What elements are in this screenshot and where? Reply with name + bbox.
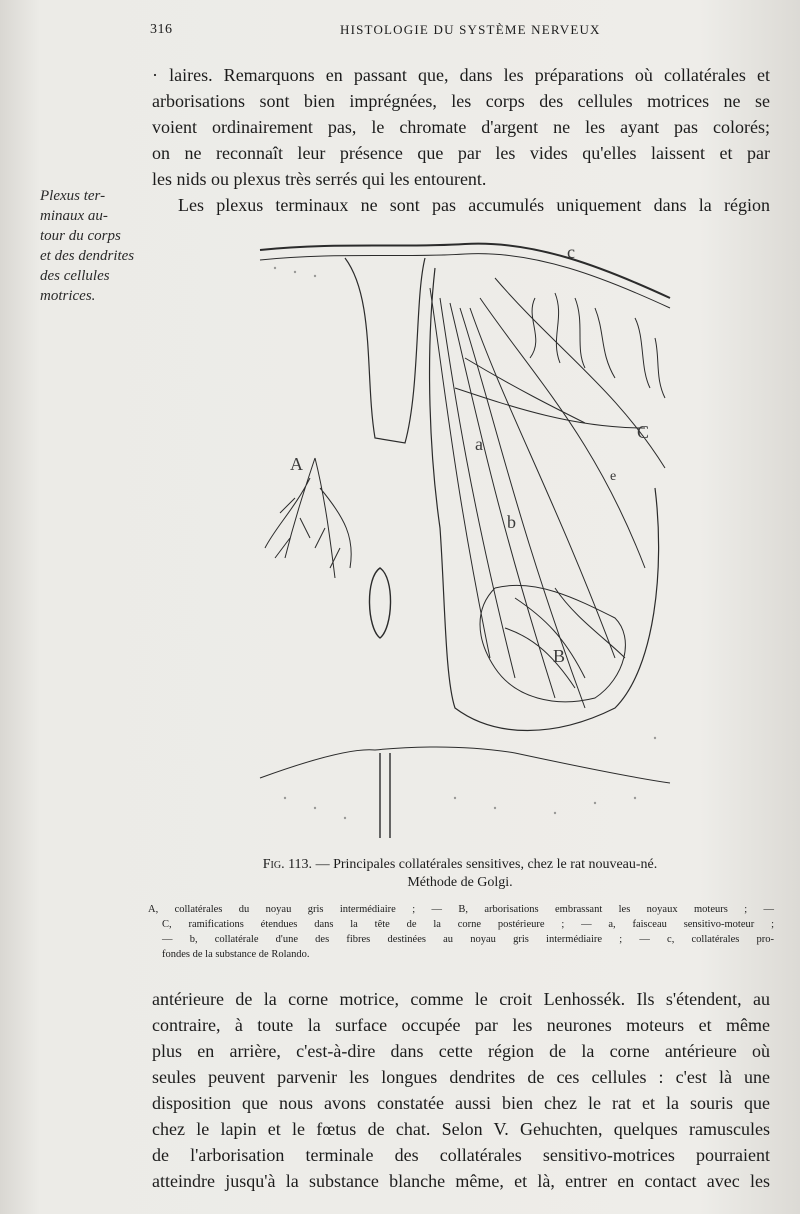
text-line: chez le lapin et le fœtus de chat. Selon V. Gehuchten, quelques ramuscules — [152, 1119, 770, 1139]
margin-note-line: des cellules — [40, 268, 110, 284]
figure-label-a: a — [475, 434, 483, 454]
legend-line: — b, collatérale d'une des fibres destinées au noyau gris intermédiaire ; — c, collatérales pro- — [162, 934, 774, 945]
legend-line: fondes de la substance de Rolando. — [162, 949, 310, 960]
figure-label-B: B — [553, 646, 566, 666]
running-head — [0, 18, 800, 42]
caption-text: — Principales collatérales sensitives, chez le rat nouveau-né. — [312, 857, 658, 872]
text-line: antérieure de la corne motrice, comme le croit Lenhossék. Ils s'étendent, au — [152, 989, 770, 1009]
margin-note-line: motrices. — [40, 288, 96, 304]
figure-number: Fig. 113. — [262, 857, 313, 872]
figure-illustration — [255, 238, 675, 848]
text-line: on ne reconnaît leur présence que par les vides qu'elles laissent et par — [152, 143, 770, 163]
page-number: 316 — [150, 22, 173, 37]
text-line: arborisations sont bien imprégnées, les corps des cellules motrices ne se — [152, 91, 770, 111]
body-text-top — [152, 62, 770, 218]
figure-label-e: e — [610, 469, 617, 484]
margin-note-line: minaux au- — [40, 208, 108, 224]
body-text-bottom — [152, 986, 770, 1194]
figure-caption — [150, 856, 770, 892]
text-line: voient ordinairement pas, le chromate d'argent ne les ayant pas colorés; — [152, 117, 770, 137]
figure-label-c: c — [567, 242, 575, 262]
margin-note-line: et des dendrites — [40, 248, 135, 264]
running-title: HISTOLOGIE DU SYSTÈME NERVEUX — [340, 22, 601, 37]
figure-legend — [148, 902, 774, 962]
text-line: · laires. Remarquons en passant que, dans les préparations où collatérales et — [152, 65, 770, 85]
figure-label-A: A — [290, 454, 303, 474]
text-line: plus en arrière, c'est-à-dire dans cette région de la corne antérieure où — [152, 1041, 770, 1061]
text-line: de l'arborisation terminale des collatérales sensitivo-motrices pourraient — [152, 1145, 770, 1165]
text-line: contraire, à toute la surface occupée par les neurones moteurs et même — [152, 1015, 770, 1035]
text-line: seules peuvent parvenir les longues dendrites de ces cellules : c'est là une — [152, 1067, 770, 1087]
margin-note-line: Plexus ter- — [40, 188, 106, 204]
legend-line: C, ramifications étendues dans la tête de la corne postérieure ; — a, faisceau sensitivo-moteur ; — [162, 919, 774, 930]
spinal-cord-drawing — [255, 238, 675, 848]
text-line: Les plexus terminaux ne sont pas accumulés uniquement dans la région — [178, 195, 770, 215]
text-line: disposition que nous avons constatée aussi bien chez le rat et la souris que — [152, 1093, 770, 1113]
figure-label-b: b — [507, 512, 516, 532]
legend-line: A, collatérales du noyau gris intermédiaire ; — B, arborisations embrassant les noyaux moteurs ; — — [148, 904, 774, 915]
figure-label-C: C — [637, 422, 650, 442]
margin-note-line: tour du corps — [40, 228, 121, 244]
caption-method: Méthode de Golgi. — [407, 875, 513, 890]
margin-note — [40, 186, 150, 306]
text-line: les nids ou plexus très serrés qui les entourent. — [152, 169, 487, 189]
text-line: atteindre jusqu'à la substance blanche même, et là, entrer en contact avec les — [152, 1171, 770, 1191]
